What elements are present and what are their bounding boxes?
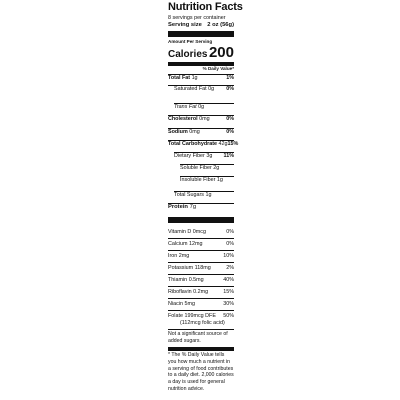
calories-value: 200	[208, 44, 234, 61]
micronutrient-row-calcium	[168, 241, 234, 248]
micronutrient-amount: 199mcg DFE	[184, 313, 216, 319]
nutrient-dv: 15%	[227, 140, 239, 147]
micronutrient-dv: 0%	[226, 229, 234, 235]
folate-note: (112mcg folic acid)	[180, 320, 225, 326]
micronutrient-name: Iron	[168, 253, 178, 259]
micronutrient-amount: 0.2mg	[193, 289, 209, 295]
micronutrient-row-niacin	[168, 301, 234, 308]
serving-size-row	[168, 22, 234, 29]
divider	[168, 262, 234, 263]
amount-per-serving: Amount Per Serving	[168, 39, 213, 44]
nutrient-amount: 1g	[216, 176, 223, 183]
micronutrient-name: Vitamin D	[168, 229, 192, 235]
micronutrient-dv: 50%	[223, 313, 234, 319]
serving-size-label: Serving size	[168, 22, 202, 28]
micronutrient-dv: 15%	[223, 289, 234, 295]
micronutrient-name: Thiamin	[168, 277, 188, 283]
nutrient-name: Protein	[168, 203, 188, 210]
divider	[168, 238, 234, 239]
micronutrient-name: Calcium	[168, 241, 188, 247]
nutrient-row-total-carbohydrate	[168, 140, 239, 148]
servings-per-container: 8 servings per container	[168, 15, 226, 21]
divider	[168, 310, 234, 311]
micronutrient-dv: 40%	[223, 277, 234, 283]
nutrient-amount: 0g	[208, 85, 215, 92]
micronutrient-row-riboflavin	[168, 289, 234, 296]
divider	[168, 274, 234, 275]
nutrient-name: Cholesterol	[168, 115, 198, 122]
nutrient-name: Total Carbohydrate	[168, 140, 218, 147]
nutrient-row-soluble-fiber	[180, 165, 234, 172]
micronutrient-name: Niacin	[168, 301, 183, 307]
micronutrient-row-thiamin	[168, 277, 234, 284]
micronutrient-dv: 10%	[223, 253, 234, 259]
nutrient-amount: 1g	[205, 191, 212, 198]
nutrient-name: Insoluble Fiber	[180, 176, 216, 183]
nutrient-amount: 7g	[189, 203, 197, 210]
micronutrient-row-potassium	[168, 265, 234, 272]
nutrient-amount: 1g	[191, 74, 198, 81]
nutrient-name: Sodium	[168, 128, 188, 135]
nutrient-name: Total Fat	[168, 74, 191, 81]
nutrient-name: Trans Fat	[174, 103, 197, 110]
daily-value-footnote: * The % Daily Value tells you how much a nutrient in a serving of food contributes to a daily diet. 2,000 calories a day is used for general nutrition advice.	[168, 352, 234, 392]
micronutrient-name: Folate	[168, 313, 183, 319]
calories-row	[168, 44, 234, 61]
thick-divider	[168, 31, 234, 37]
nutrient-row-total-sugars	[174, 192, 234, 199]
nutrient-name: Soluble Fiber	[180, 164, 212, 171]
nutrient-row-cholesterol	[168, 116, 234, 123]
divider	[168, 250, 234, 251]
nutrient-row-dietary-fiber	[174, 153, 234, 160]
nutrient-row-trans-fat	[174, 104, 234, 111]
label-title: Nutrition Facts	[168, 1, 243, 13]
nutrient-dv: 0%	[226, 115, 234, 122]
nutrient-row-total-fat	[168, 75, 234, 82]
nutrient-dv: 0%	[226, 128, 234, 135]
nutrient-dv: 1%	[226, 74, 234, 81]
nutrient-amount: 0mg	[189, 128, 200, 135]
micronutrient-name: Potassium	[168, 265, 194, 271]
divider	[168, 298, 234, 299]
micronutrient-row-folate	[168, 313, 234, 320]
nutrient-amount: 0g	[198, 103, 205, 110]
micronutrient-dv: 2%	[226, 265, 234, 271]
nutrient-row-saturated-fat	[174, 86, 234, 93]
micronutrient-dv: 0%	[226, 241, 234, 247]
micronutrient-amount: 2mg	[178, 253, 190, 259]
micronutrient-row-vitamin-d	[168, 229, 234, 236]
micronutrient-name: Riboflavin	[168, 289, 192, 295]
serving-size-value: 2 oz (56g)	[207, 22, 234, 28]
nutrient-name: Saturated Fat	[174, 85, 207, 92]
micronutrient-amount: 5mg	[184, 301, 195, 307]
micronutrient-dv: 30%	[223, 301, 234, 307]
nutrition-facts-label	[164, 0, 243, 400]
nutrient-row-insoluble-fiber	[180, 177, 234, 184]
nutrient-name: Total Sugars	[174, 191, 204, 198]
medium-divider	[168, 347, 234, 351]
micronutrient-amount: 12mg	[188, 241, 203, 247]
nutrient-dv: 0%	[226, 85, 234, 92]
micronutrient-amount: 0mcg	[192, 229, 206, 235]
nutrient-amount: 3g	[206, 152, 213, 159]
nutrient-row-protein	[168, 204, 234, 211]
medium-divider	[168, 62, 234, 66]
daily-value-header: % Daily Value*	[202, 66, 234, 71]
nutrient-row-sodium	[168, 129, 234, 136]
thick-divider	[168, 217, 234, 223]
divider	[168, 329, 234, 330]
nutrient-amount: 0mg	[199, 115, 210, 122]
micronutrient-amount: 0.5mg	[188, 277, 204, 283]
folate-note-row	[180, 320, 234, 327]
calories-label: Calories	[168, 49, 208, 60]
divider	[168, 286, 234, 287]
micronutrient-row-iron	[168, 253, 234, 260]
nutrient-amount: 2g	[213, 164, 220, 171]
nutrient-dv: 11%	[223, 152, 234, 159]
nutrient-name: Dietary Fiber	[174, 152, 205, 159]
micronutrient-amount: 118mg	[194, 265, 211, 271]
nutrient-amount: 42g	[218, 140, 228, 147]
added-sugars-note: Not a significant source of added sugars.	[168, 331, 228, 344]
